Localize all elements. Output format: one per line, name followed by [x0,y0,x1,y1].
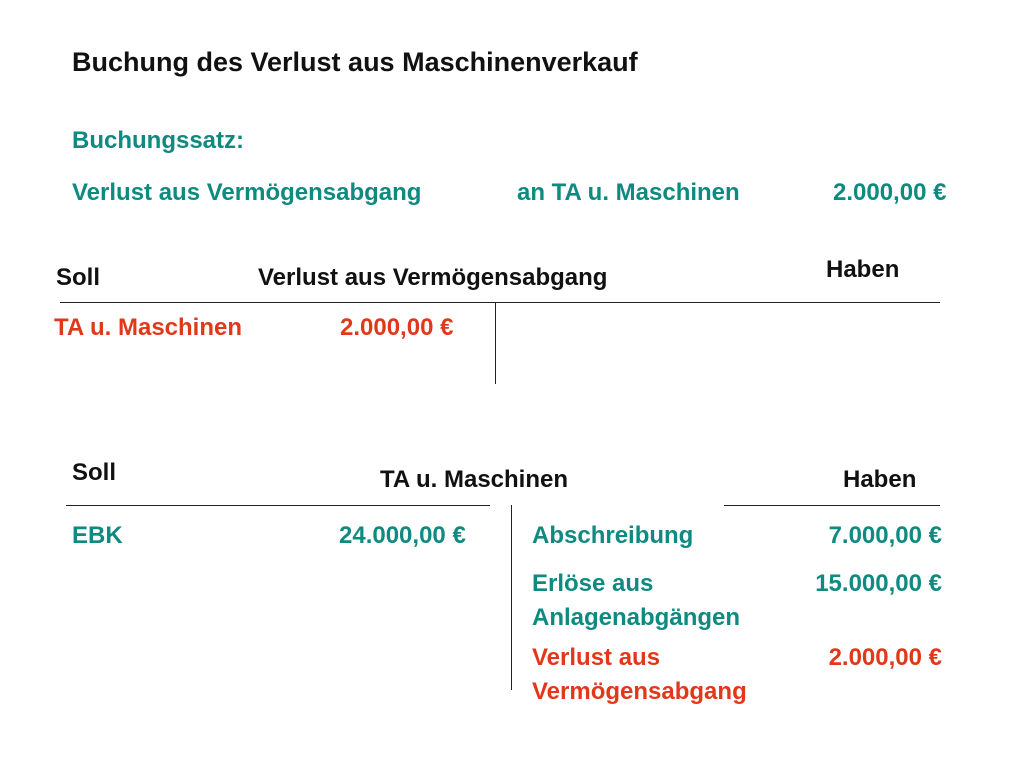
buchungssatz-label: Buchungssatz: [72,127,245,154]
haben-entry-label: Erlöse aus [532,570,654,597]
soll-entry-label: TA u. Maschinen [54,314,243,341]
account-title: Verlust aus Vermögensabgang [258,264,608,291]
account-haben-header: Haben [826,256,900,283]
soll-entry-amount: 2.000,00 € [340,314,454,341]
buchungssatz-debit: Verlust aus Vermögensabgang [72,179,422,206]
haben-entry-label-line2: Anlagenabgängen [532,604,741,631]
haben-entry-label: Abschreibung [532,522,694,549]
soll-entry-amount: 24.000,00 € [339,522,466,549]
soll-entry-label: EBK [72,522,123,549]
haben-entry-label-line2: Vermögensabgang [532,678,747,705]
account-soll-header: Soll [56,264,101,291]
account-soll-header: Soll [72,459,117,486]
buchungssatz-amount: 2.000,00 € [833,179,947,206]
buchungssatz-credit: an TA u. Maschinen [517,179,740,206]
account-divider [495,302,496,384]
haben-entry-label: Verlust aus [532,644,661,671]
account-haben-header: Haben [843,466,917,493]
account-divider [511,505,512,690]
haben-entry-amount: 2.000,00 € [828,644,942,671]
account-header-line-left [66,505,490,506]
account-title: TA u. Maschinen [380,466,569,493]
account-header-line [60,302,940,303]
haben-entry-amount: 7.000,00 € [828,522,942,549]
account-header-line-right [724,505,940,506]
page-title: Buchung des Verlust aus Maschinenverkauf [72,47,638,77]
haben-entry-amount: 15.000,00 € [815,570,942,597]
